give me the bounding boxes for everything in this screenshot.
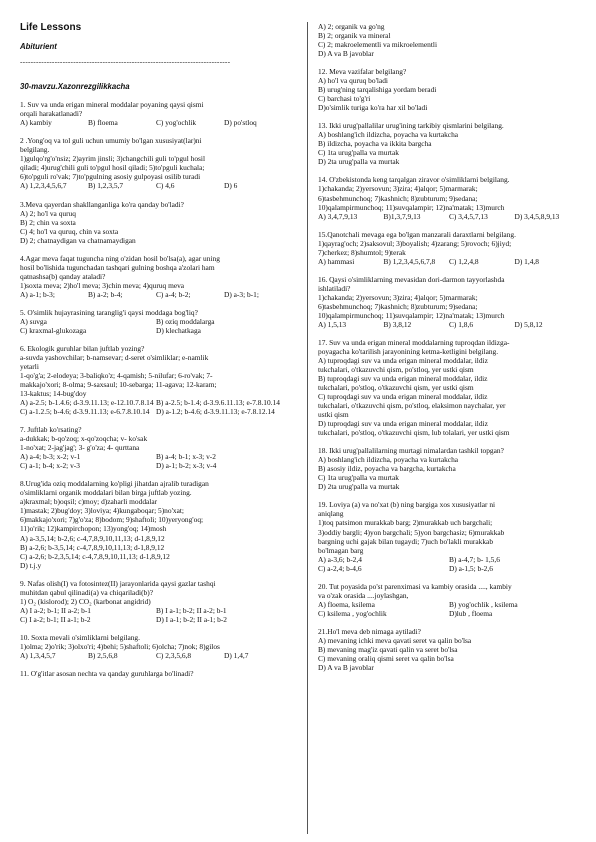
answer-option[interactable]: B) 3,8,12 [383,319,412,329]
question-line: A) 2; organik va go'ng [318,22,385,31]
question-line: 12. Meva vazifalar belgilang? [318,67,407,77]
question-line: B) 2; chin va soxta [20,217,76,227]
answer-option[interactable]: C) 1,2,4,8 [449,256,479,266]
question-line: C) 1ta urug'palla va murtak [318,148,399,158]
question-line: hosil bo'lishida tugunchadan tashqari gulning boshqa a'zolari ham [20,262,215,272]
answer-option[interactable]: C) ksilema , yog'ochlik [318,608,387,618]
answer-option[interactable]: B) 1,2,3,4,5,6,7,8 [383,256,436,266]
question-line: 7. Juftlab ko'rsating? [20,425,82,435]
question-line: 2 .Yong'oq va tol guli uchun umumiy bo'lgan xususiyat(lar)ni [20,136,202,146]
question-block [20,669,292,678]
answer-options-row [20,398,292,407]
question-line: yetarli [20,361,39,371]
question-line: 10)qalampirmunchoq; 11)suvqalampir; 12)na'matak; 13)murch [318,310,505,320]
answer-option[interactable]: B) 2,5,6,8 [88,650,118,660]
answer-options-row [318,320,580,329]
question-block [318,22,580,58]
answer-option[interactable]: B) a-4; b-1; x-3; v-2 [156,452,216,462]
question-line: tukchalari, o'tkazuvchi qism, po'stloq, yer ustki qism [318,365,474,374]
answer-option[interactable]: D) I a-1; b-2; II a-1; b-2 [156,614,228,624]
question-line: C) barchasi to'g'ri [318,94,371,104]
question-line: 17. Suv va unda erigan mineral moddalarning tuproqdan ildizga- [318,337,510,347]
question-line: qiladi; 4)urug'chili guli to'pgul hosil qiladi; 5)to'pguli kuchala; [20,163,205,173]
question-line: 3.Meva qayerdan shakllanganligа ko'ra qanday bo'ladi? [20,199,184,209]
question-line: 1) O₂ (kislorod); 2) CO₂ (karbonat angidrid) [20,596,151,606]
answer-options-row [20,651,292,660]
question-line: 11. O'g'itlar asosan nechta va qanday guruhlarga bo'linadi? [20,668,194,678]
question-line: tukchalari, o'tkazuvchi qism, po'stloq, elaksimon naychalar, yer [318,401,506,411]
topic-heading: 30-mavzu.Xazonrezgilikkacha [20,81,130,91]
question-line: muhitdan qabul qilinadi(a) va chiqariladi(b)? [20,587,153,597]
question-line: 1)olma; 2)o'rik; 3)olxo'ri; 4)behi; 5)shaftoli; 6)olcha; 7)nok; 8)gilos [20,641,220,651]
question-block [318,627,580,672]
left-column [20,22,292,687]
answer-option[interactable]: D) 1,4,8 [514,256,539,266]
answer-options-row [20,407,292,416]
question-line: 1)soxta meva; 2)ho'l meva; 3)chin meva; 4)quruq meva [20,280,185,290]
question-line: 10)qalampirmunchoq; 11)suvqalampir; 12)na'matak; 13)murch [318,202,505,212]
question-line: 8.Urug'ida oziq moddalarning ko'pligi jihatdan ajralib turadigan [20,479,209,489]
question-line: 1)gulqo'rg'o'nsiz; 2)ayrim jinsli; 3)changchili guli to'pgul hosil [20,154,206,164]
question-line: makkajo'xori; 8-olma; 9-saxsaul; 10-sebarga; 11-agava; 12-karam; [20,380,217,390]
answer-options-row [20,615,292,624]
answer-option[interactable]: C) a-2,4; b-4,6 [318,563,362,573]
question-line: 4.Agar meva faqat tuguncha ning o'zidan hosil bo'lsa(a), agar uning [20,253,220,263]
question-line: 1)qayrag'och; 2)saksovul; 3)boyalish; 4)zarang; 5)rovoch; 6)jiyd; [318,238,512,248]
question-line: C) mevaning oraliq qismi seret va qalin bo'lsa [318,653,454,663]
question-block [318,175,580,220]
question-block [20,136,292,190]
question-line: 1)mastak; 2)bug'doy; 3)loviya; 4)kungaboqar; 5)no'xat; [20,506,184,516]
question-line: D) A va B javoblar [318,662,374,672]
question-line: A) tuproqdagi suv va unda erigan mineral moddalar, ildiz [318,355,488,365]
answer-options-row [20,452,292,461]
question-line: 21.Ho'l meva deb nimaga aytiladi? [318,626,421,636]
question-line: 7)cherkez; 8)shumtol; 9)terak [318,247,406,257]
question-line: B) ildizcha, poyacha va ikkita bargcha [318,139,432,149]
answer-option[interactable]: D) a-1,5; b-2,6 [449,563,493,573]
answer-option[interactable]: B) a-2; b-4; [88,289,123,299]
separator-line: ------------------------------------------------------------------------------- [20,56,231,66]
question-line: D) tuproqdagi suv va unda erigan mineral moddalar, ildiz [318,419,488,429]
answer-option[interactable]: D) 6 [224,181,238,191]
answer-options-row [20,326,292,335]
question-block [20,633,292,660]
question-line: 1. Suv va unda erigan mineral moddalar poyaning qaysi qismi [20,100,204,110]
question-line: C) tuproqdagi suv va unda erigan mineral moddalar, ildiz [318,392,488,402]
question-line: a-suvda yashovchilar; b-namsevar; d-seret o'simliklar; e-namlik [20,352,209,362]
question-line: a-dukkak; b-qo'zoq; x-qo'zoqcha; v- ko'sak [20,434,148,444]
question-line: ustki qism [318,410,349,420]
answer-option[interactable]: C) 4,6 [156,181,175,191]
question-block [20,579,292,624]
right-questions [318,22,580,672]
answer-option[interactable]: C) 1,8,6 [449,319,474,329]
answer-options-row [318,555,580,564]
question-line: 1-no'xat; 2-jag'jag'; 3- g'o'za; 4- qurttana [20,443,140,453]
question-line: 9. Nafas olish(I) va fotosintez(II) jarayonlarida qaysi gazlar tashqi [20,578,216,588]
answer-option[interactable]: D)lub , floema [449,608,493,618]
question-line: D)o'simlik turiga ko'ra har xil bo'ladi [318,103,428,113]
answer-option[interactable]: B)1,3,7,9,13 [383,211,421,221]
question-block [318,338,580,437]
answer-options-row [318,609,580,618]
answer-option[interactable]: B) I a-1; b-2; II a-2; b-1 [156,605,227,615]
question-line: C) 4; ho'l va quruq, chin va soxta [20,226,119,236]
question-line: B) 2; organik va mineral [318,31,391,41]
question-line: 14. O'zbekistonda keng tarqalgan ziravor o'simliklarni belgilang. [318,175,510,185]
question-line: 19. Loviya (a) va no'xat (b) ning bargiga xos xususiyatlar ni [318,500,496,510]
question-line: C) 2; makroelementli va mikroelementli [318,40,438,50]
left-questions [20,100,292,678]
question-block [318,230,580,266]
answer-option[interactable]: C) 2,3,5,6,8 [156,650,192,660]
question-line: 3)oddiy bargli; 4)yon bargchali; 5)yon bargchasiz; 6)murakkab [318,527,505,537]
question-line: 10. Soxta mevali o'simliklarni belgilang. [20,632,140,642]
question-block [318,446,580,491]
question-block [20,308,292,335]
answer-option[interactable]: B) a-4,7; b- 1,5,6 [449,554,500,564]
answer-option[interactable]: C) a-1; b-4; x-2; v-3 [20,461,80,471]
answer-option[interactable]: C) 3,4,5,7,13 [449,211,488,221]
question-block [20,479,292,569]
question-line: D) 2ta urug'palla va murtak [318,157,400,167]
answer-option[interactable]: B) a-2.5; b-1.4; d-3.9.6.11.13; e-7.8.10.14 [156,398,280,408]
question-line: B) mevaning mag'iz qavati qalin va seret bo'lsa [318,644,458,654]
question-line: C) a-2,6; b-2,3,5,14; c-4,7,8,9,10,11,13; d-1,8,9,12 [20,551,170,561]
answer-option[interactable]: A) kambiy [20,118,52,128]
question-line: tukchalari, po'stloq, o'tkazuvchi qism, yer ustki qism [318,383,474,393]
question-block [20,425,292,470]
question-line: bo'lmagan barg [318,545,364,555]
answer-option[interactable]: A) a-4; b-3; x-2; v-1 [20,452,81,462]
question-line: 6)tasbehmunchoq; 7)kashnich; 8)zubturum; 9)sedana; [318,193,478,203]
column-divider [307,22,308,834]
answer-option[interactable]: C) I a-2; b-1; II a-1; b-2 [20,614,91,624]
answer-option[interactable]: A) suvga [20,316,47,326]
question-line: 6)tasbehmunchoq; 7)kashnich; 8)zubturum; 9)sedana; [318,301,478,311]
answer-options-row [318,564,580,573]
question-line: A) mevaning ichki meva qavati seret va qalin bo'lsa [318,635,472,645]
answer-option[interactable]: A) 1,2,3,4,5,6,7 [20,181,67,191]
question-block [318,582,580,618]
answer-option[interactable]: A) 3,4,7,9,13 [318,211,358,221]
answer-options-row [318,257,580,266]
question-line: B) tuproqdagi suv va unda erigan mineral moddalar, ildiz [318,374,488,384]
question-line: ishlatiladi? [318,283,351,293]
question-line: A) ho'l va quruq bo'ladi [318,76,388,86]
answer-option[interactable]: D) a-1; b-2; x-3; v-4 [156,461,217,471]
answer-option[interactable]: D) 1,4,7 [224,650,249,660]
question-line: 16. Qaysi o'simliklarning mevasidan dori-darmon tayyorlashda [318,274,505,284]
answer-options-row [20,317,292,326]
answer-option[interactable]: A) hammasi [318,256,355,266]
question-block [20,200,292,245]
question-line: qatnashsa(b) qanday ataladi? [20,271,106,281]
answer-option[interactable]: A) I a-2; b-1; II a-2; b-1 [20,605,92,615]
answer-option[interactable]: C) a-4; b-2; [156,289,191,299]
answer-options-row [20,290,292,299]
audience-label: Abiturient [20,42,57,52]
question-line: 1)toq patsimon murakkab barg; 2)murakkab uch bargchali; [318,518,493,528]
question-line: bargning uchi gajak bilan tugaydi; 7)uch bo'lakli murakkab [318,536,494,546]
question-line: 18. Ikki urug'pallalilarning murtagi nimalardan tashkil topgan? [318,446,504,456]
question-block [318,275,580,329]
answer-option[interactable]: A) a-3,6; b-2,4 [318,554,362,564]
question-line: D) t.j.y [20,560,42,570]
answer-option[interactable]: D) po'stloq [224,118,257,128]
answer-option[interactable]: A) a-1; b-3; [20,289,55,299]
question-line: A) a-3,5,14; b-2,6; c-4,7,8,9,10,11,13; d-1,8,9,12 [20,533,165,543]
question-line: B) urug'ning tarqalishiga yordam beradi [318,85,437,95]
question-block [318,121,580,166]
question-line: 1-qo'g'a; 2-elodeya; 3-baliqko'z; 4-qamish; 5-nilufar; 6-ro'vak; 7- [20,371,213,380]
answer-option[interactable]: C) kraxmal-glukozaga [20,325,87,335]
answer-option[interactable]: B) 1,2,3,5,7 [88,181,124,191]
question-block [20,254,292,299]
answer-option[interactable]: A) floema, ksilema [318,599,375,609]
answer-option[interactable]: A) 1,3,4,5,7 [20,650,56,660]
question-line: aniqlang [318,509,344,519]
question-line: 15.Qanotchali mevaga ega bo'lgan manzarali daraxtlarni belgilang. [318,229,516,239]
answer-options-row [20,181,292,190]
question-line: 1)chakanda; 2)yersovun; 3)zira; 4)alqor; 5)marmarak; [318,292,478,302]
answer-option[interactable]: B) yog'ochlik , ksilema [449,599,518,609]
question-line: A) boshlang'ich ildizcha, poyacha va kurtakcha [318,130,459,140]
question-line: 1)chakanda; 2)yersovun; 3)zira; 4)alqor; 5)marmarak; [318,184,478,194]
question-line: 6)makkajo'xori; 7)g'o'za; 8)bodom; 9)shaftoli; 10)yeryong'oq; [20,515,204,525]
question-line: A) 2; ho'l va quruq [20,208,76,218]
question-line: D) A va B javoblar [318,49,374,59]
answer-option[interactable]: C) yog'ochlik [156,118,197,128]
question-line: 11)o'rik; 12)kampirchopon; 13)yong'oq; 14)mosh [20,524,167,534]
question-line: belgilang. [20,145,50,155]
question-block [318,67,580,112]
answer-option[interactable]: A) a-2.5; b-1.4.6; d-3.9.11.13; e-12.10.7.8.14 [20,398,154,408]
answer-option[interactable]: C) a-1.2.5; b-4.6; d-3.9.11.13; e-6.7.8.10.14 [20,407,150,417]
question-line: B) asosiy ildiz, poyacha va bargcha, kurtakcha [318,464,456,474]
question-line: D) 2; chatnaydigan va chatnamaydigan [20,235,136,245]
question-line: 13-kaktus; 14-bug'doy [20,389,87,399]
answer-options-row [20,118,292,127]
right-column [318,22,580,681]
question-block [318,500,580,572]
answer-options-row [20,606,292,615]
question-line: a)kraxmal; b)oqsil; c)moy; d)zaharli moddalar [20,497,158,507]
question-line: B) a-2,6; b-3,5,14; c-4,7,8,9,10,11,13; d-1,8,9,12 [20,542,165,552]
question-line: tukchalari, po'stloq, o'tkazuvchi qism, lub tolalari, yer ustki qism [318,428,510,438]
question-line: 13. Ikki urug'pallalilar urug'ining tarkibiy qismlarini belgilang. [318,121,504,131]
answer-option[interactable]: D) 3,4,5,8,9,13 [514,211,560,221]
question-line: 20. Tut poyasida po'st parenximasi va kambiy orasida ...., kambiy [318,581,512,591]
question-line: 6)to'pguli ro'vak; 7)to'pgulning asosiy gulpoyasi osilib turadi [20,172,201,182]
question-block [20,100,292,127]
question-block [20,344,292,416]
page-title: Life Lessons [20,22,82,33]
question-line: o'simliklarni organik moddalari bilan birga juftlab yozing. [20,488,192,498]
question-line: C) 1ta urug'palla va murtak [318,473,399,483]
answer-option[interactable]: D) a-3; b-1; [224,289,259,299]
answer-option[interactable]: B) floema [88,118,118,128]
answer-option[interactable]: B) oziq moddalarga [156,316,215,326]
question-line: D) 2ta urug'palla va murtak [318,482,400,492]
answer-option[interactable]: D) a-1.2; b-4.6; d-3.9.11.13; e-7.8.12.14 [156,407,275,417]
question-line: orqali harakatlanadi? [20,109,83,119]
answer-options-row [318,600,580,609]
answer-options-row [318,212,580,221]
question-line: A) boshlang'ich ildizcha, poyacha va kurtakcha [318,455,459,465]
answer-option[interactable]: A) 1,5,13 [318,319,347,329]
question-line: 5. O'simlik hujayrasining taranglig'i qaysi moddaga bog'liq? [20,307,198,317]
question-line: 6. Ekologik guruhlar bilan juftlab yozing? [20,343,145,353]
question-line: poyagacha ko'tarilish jarayonining ketma-ketligini belgilang. [318,346,499,356]
answer-option[interactable]: D) klechatkaga [156,325,201,335]
answer-option[interactable]: D) 5,8,12 [514,319,543,329]
question-line: va o'zak orasida ....joylashgan, [318,590,409,600]
answer-options-row [20,461,292,470]
